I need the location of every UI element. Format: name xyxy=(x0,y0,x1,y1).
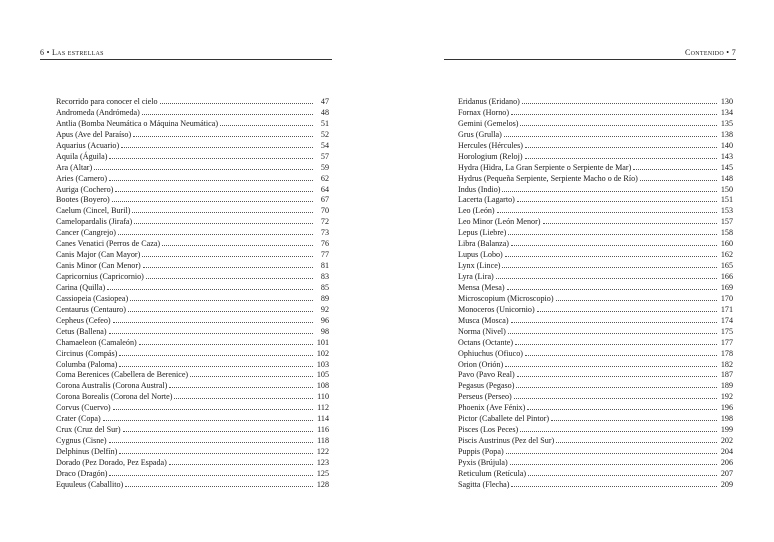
toc-entry-page: 64 xyxy=(320,184,329,194)
toc-entry-title: Chamaeleon (Camaleón) xyxy=(56,337,137,347)
toc-entry xyxy=(458,446,733,457)
dot-leader xyxy=(508,326,717,334)
toc-entry xyxy=(458,205,733,216)
toc-entry xyxy=(458,238,733,249)
toc-entry-page: 138 xyxy=(720,129,733,139)
toc-entry xyxy=(458,326,733,337)
toc-entry-page: 177 xyxy=(720,337,733,347)
toc-entry xyxy=(458,151,733,162)
toc-entry xyxy=(458,391,733,402)
toc-entry xyxy=(56,326,329,337)
toc-entry-title: Antlia (Bomba Neumática o Máquina Neumática) xyxy=(56,118,219,128)
dot-leader xyxy=(517,369,717,377)
toc-entry xyxy=(56,457,329,468)
toc-entry-page: 67 xyxy=(320,195,329,205)
toc-entry xyxy=(458,468,733,479)
toc-entry-page: 165 xyxy=(720,261,733,271)
dot-leader xyxy=(527,402,717,410)
dot-leader xyxy=(515,337,717,345)
toc-entry-page: 114 xyxy=(317,414,329,424)
toc-entry-page: 130 xyxy=(720,97,733,106)
toc-entry-page: 199 xyxy=(720,425,733,435)
toc-entry-title: Apus (Ave del Paraíso) xyxy=(56,129,132,139)
toc-entry-title: Lynx (Lince) xyxy=(458,261,501,271)
toc-entry-page: 160 xyxy=(720,239,733,249)
toc-entry-page: 96 xyxy=(320,315,329,325)
toc-entry xyxy=(458,129,733,140)
toc-entry-title: Columba (Paloma) xyxy=(56,359,118,369)
toc-entry-title: Lepus (Liebre) xyxy=(458,228,507,238)
dot-leader xyxy=(109,173,313,181)
dot-leader xyxy=(508,227,717,235)
dot-leader xyxy=(133,129,313,137)
toc-entry-title: Aquarius (Acuario) xyxy=(56,140,120,150)
toc-entry-title: Ara (Altar) xyxy=(56,162,93,172)
dot-leader xyxy=(507,282,717,290)
toc-entry xyxy=(56,227,329,238)
toc-entry-page: 178 xyxy=(720,348,733,358)
toc-entry-page: 143 xyxy=(720,151,733,161)
toc-entry xyxy=(56,140,329,151)
toc-entry-title: Coma Berenices (Cabellera de Berenice) xyxy=(56,370,189,380)
toc-entry-title: Crux (Cruz del Sur) xyxy=(56,425,121,435)
toc-entry-title: Caelum (Cincel, Buril) xyxy=(56,206,131,216)
left-page xyxy=(40,0,332,542)
toc-entry-title: Cepheus (Cefeo) xyxy=(56,315,111,325)
toc-entry-page: 189 xyxy=(720,381,733,391)
toc-entry-title: Perseus (Perseo) xyxy=(458,392,512,402)
toc-entry-page: 157 xyxy=(720,217,733,227)
toc-entry-page: 198 xyxy=(720,414,733,424)
dot-leader xyxy=(633,162,717,170)
dot-leader xyxy=(115,184,313,192)
toc-entry-page: 105 xyxy=(316,370,329,380)
toc-list-right xyxy=(458,96,733,490)
toc-entry-title: Eridanus (Eridano) xyxy=(458,97,520,106)
toc-entry xyxy=(56,238,329,249)
toc-entry-page: 125 xyxy=(316,468,329,478)
toc-entry-page: 83 xyxy=(320,272,329,281)
toc-entry-title: Canes Venatici (Perros de Caza) xyxy=(56,239,161,249)
toc-entry-page: 170 xyxy=(720,293,733,303)
toc-entry-page: 182 xyxy=(720,359,733,369)
toc-entry-title: Fornax (Horno) xyxy=(458,107,510,117)
toc-entry xyxy=(56,184,329,195)
toc-entry xyxy=(458,424,733,435)
dot-leader xyxy=(506,446,717,454)
dot-leader xyxy=(128,304,313,312)
dot-leader xyxy=(113,402,313,410)
dot-leader xyxy=(123,424,313,432)
toc-entry xyxy=(56,424,329,435)
toc-entry-title: Draco (Dragón) xyxy=(56,468,108,478)
toc-entry-title: Phoenix (Ave Fénix) xyxy=(458,403,526,413)
toc-entry xyxy=(56,391,329,402)
toc-entry-title: Corona Borealis (Corona del Norte) xyxy=(56,392,173,402)
dot-leader xyxy=(109,435,313,443)
toc-entry xyxy=(458,227,733,238)
dot-leader xyxy=(109,326,313,334)
dot-leader xyxy=(516,380,717,388)
dot-leader xyxy=(537,304,717,312)
toc-entry-page: 77 xyxy=(320,250,329,260)
toc-entry xyxy=(458,260,733,271)
toc-entry-title: Monoceros (Unicornio) xyxy=(458,304,535,314)
right-page xyxy=(444,0,736,542)
dot-leader xyxy=(220,118,313,126)
dot-leader xyxy=(139,337,313,345)
toc-entry xyxy=(458,315,733,326)
dot-leader xyxy=(525,348,717,356)
toc-entry-page: 204 xyxy=(720,447,733,456)
toc-entry-title: Leo Minor (León Menor) xyxy=(458,217,541,227)
toc-entry-page: 76 xyxy=(320,239,329,249)
toc-entry xyxy=(458,173,733,184)
toc-entry xyxy=(458,413,733,424)
toc-entry xyxy=(458,337,733,348)
dot-leader xyxy=(504,129,717,137)
running-head-right: Contenido • 7 xyxy=(684,48,736,57)
toc-entry xyxy=(56,402,329,413)
toc-entry-page: 171 xyxy=(720,304,733,314)
toc-entry-page: 92 xyxy=(320,304,329,314)
toc-entry-title: Crater (Copa) xyxy=(56,414,101,424)
dot-leader xyxy=(142,107,313,115)
toc-entry-title: Corona Australis (Corona Austral) xyxy=(56,381,168,391)
toc-entry xyxy=(56,359,329,370)
dot-leader xyxy=(514,391,717,399)
toc-entry-page: 158 xyxy=(720,228,733,238)
dot-leader xyxy=(160,96,313,104)
toc-entry-title: Pyxis (Brújula) xyxy=(458,457,508,467)
toc-entry xyxy=(458,194,733,205)
toc-entry-title: Musca (Mosca) xyxy=(458,315,509,325)
dot-leader xyxy=(118,227,313,235)
toc-entry-title: Cetus (Ballena) xyxy=(56,326,107,336)
dot-leader xyxy=(496,271,717,279)
toc-entry xyxy=(56,205,329,216)
toc-entry-title: Orion (Orión) xyxy=(458,359,504,369)
toc-entry-page: 116 xyxy=(317,425,329,435)
dot-leader xyxy=(190,369,313,377)
toc-entry xyxy=(56,337,329,348)
toc-entry xyxy=(56,413,329,424)
toc-entry-title: Canis Minor (Can Menor) xyxy=(56,261,141,271)
dot-leader xyxy=(109,151,313,159)
toc-entry-title: Cancer (Cangrejo) xyxy=(56,228,116,238)
dot-leader xyxy=(520,118,717,126)
dot-leader xyxy=(505,359,717,367)
toc-entry-title: Piscis Austrinus (Pez del Sur) xyxy=(458,436,555,446)
toc-entry xyxy=(458,140,733,151)
dot-leader xyxy=(103,413,313,421)
toc-entry-page: 72 xyxy=(320,217,329,227)
dot-leader xyxy=(125,479,313,487)
toc-list-left xyxy=(56,96,329,490)
toc-entry-title: Camelopardalis (Jirafa) xyxy=(56,217,133,227)
toc-entry xyxy=(56,107,329,118)
dot-leader xyxy=(505,249,717,257)
toc-entry-page: 162 xyxy=(720,250,733,260)
dot-leader xyxy=(511,107,717,115)
toc-entry-title: Lacerta (Lagarto) xyxy=(458,195,515,205)
toc-entry-page: 122 xyxy=(316,447,329,456)
toc-entry-page: 174 xyxy=(720,315,733,325)
toc-entry-page: 73 xyxy=(320,228,329,238)
dot-leader xyxy=(510,457,717,465)
dot-leader xyxy=(119,446,313,454)
toc-entry xyxy=(56,129,329,140)
dot-leader xyxy=(502,260,717,268)
toc-entry-page: 52 xyxy=(320,129,329,139)
toc-entry-title: Circinus (Compás) xyxy=(56,348,118,358)
toc-entry-title: Libra (Balanza) xyxy=(458,239,510,249)
toc-entry-title: Recorrido para conocer el cielo xyxy=(56,97,158,106)
toc-entry-page: 81 xyxy=(320,261,329,271)
toc-entry-page: 150 xyxy=(720,184,733,194)
toc-entry-title: Pegasus (Pegaso) xyxy=(458,381,515,391)
toc-entry xyxy=(56,194,329,205)
toc-entry xyxy=(458,369,733,380)
toc-entry-page: 112 xyxy=(317,403,329,413)
toc-entry xyxy=(56,304,329,315)
toc-entry xyxy=(458,216,733,227)
toc-entry xyxy=(56,348,329,359)
toc-entry xyxy=(458,282,733,293)
toc-entry-page: 151 xyxy=(720,195,733,205)
toc-entry-page: 101 xyxy=(316,337,329,347)
toc-entry xyxy=(56,369,329,380)
dot-leader xyxy=(511,238,717,246)
toc-entry-title: Microscopium (Microscopio) xyxy=(458,293,554,303)
toc-entry xyxy=(458,479,733,490)
toc-entry-page: 148 xyxy=(720,173,733,183)
dot-leader xyxy=(94,162,313,170)
toc-entry-title: Andromeda (Andrómeda) xyxy=(56,107,140,117)
toc-entry-page: 128 xyxy=(316,479,329,489)
header-rule-left xyxy=(40,59,332,60)
toc-entry-title: Equuleus (Caballito) xyxy=(56,479,124,489)
toc-entry-title: Hydra (Hidra, La Gran Serpiente o Serpiente de Mar) xyxy=(458,162,632,172)
dot-leader xyxy=(119,359,313,367)
toc-entry-page: 70 xyxy=(320,206,329,216)
toc-entry-page: 207 xyxy=(720,468,733,478)
toc-entry-title: Auriga (Cochero) xyxy=(56,184,114,194)
dot-leader xyxy=(517,194,717,202)
toc-entry-title: Pictor (Caballete del Pintor) xyxy=(458,414,550,424)
toc-entry-title: Grus (Grulla) xyxy=(458,129,502,139)
dot-leader xyxy=(121,140,313,148)
toc-entry-page: 108 xyxy=(316,381,329,391)
toc-entry-page: 89 xyxy=(320,293,329,303)
toc-entry xyxy=(56,435,329,446)
toc-entry xyxy=(56,151,329,162)
toc-entry-title: Capricornius (Capricornio) xyxy=(56,272,144,281)
toc-entry-title: Leo (León) xyxy=(458,206,495,216)
toc-entry-page: 187 xyxy=(720,370,733,380)
toc-entry xyxy=(56,96,329,107)
toc-entry-title: Hercules (Hércules) xyxy=(458,140,523,150)
dot-leader xyxy=(556,293,717,301)
dot-leader xyxy=(511,315,717,323)
toc-entry-page: 57 xyxy=(320,151,329,161)
toc-entry-title: Corvus (Cuervo) xyxy=(56,403,111,413)
toc-entry-title: Centaurus (Centauro) xyxy=(56,304,126,314)
toc-entry-page: 103 xyxy=(316,359,329,369)
toc-entry-page: 98 xyxy=(320,326,329,336)
dot-leader xyxy=(113,315,313,323)
dot-leader xyxy=(119,348,313,356)
dot-leader xyxy=(543,216,718,224)
toc-entry xyxy=(458,457,733,468)
toc-entry-title: Canis Major (Can Mayor) xyxy=(56,250,141,260)
dot-leader xyxy=(525,151,717,159)
toc-entry-page: 85 xyxy=(320,282,329,292)
dot-leader xyxy=(169,380,313,388)
dot-leader xyxy=(502,184,717,192)
dot-leader xyxy=(551,413,717,421)
toc-entry-title: Bootes (Boyero) xyxy=(56,195,110,205)
toc-entry xyxy=(56,315,329,326)
toc-entry xyxy=(56,479,329,490)
toc-entry-page: 192 xyxy=(720,392,733,402)
dot-leader xyxy=(146,271,313,279)
dot-leader xyxy=(497,205,717,213)
dot-leader xyxy=(109,468,313,476)
toc-entry xyxy=(56,446,329,457)
toc-entry xyxy=(56,173,329,184)
dot-leader xyxy=(142,249,313,257)
toc-entry-page: 118 xyxy=(317,436,329,446)
toc-entry xyxy=(458,304,733,315)
header-rule-right xyxy=(444,59,736,60)
toc-entry xyxy=(56,118,329,129)
toc-entry-page: 206 xyxy=(720,457,733,467)
toc-entry xyxy=(458,293,733,304)
dot-leader xyxy=(112,194,313,202)
toc-entry-title: Puppis (Popa) xyxy=(458,447,504,456)
toc-entry-page: 47 xyxy=(320,97,329,106)
toc-entry-title: Mensa (Mesa) xyxy=(458,282,505,292)
toc-entry-page: 102 xyxy=(316,348,329,358)
toc-entry-page: 153 xyxy=(720,206,733,216)
toc-entry-title: Cygnus (Cisne) xyxy=(56,436,107,446)
toc-entry xyxy=(56,380,329,391)
toc-entry-page: 166 xyxy=(720,272,733,281)
toc-entry-page: 196 xyxy=(720,403,733,413)
toc-entry xyxy=(458,162,733,173)
toc-entry-title: Lyra (Lira) xyxy=(458,272,494,281)
toc-entry-title: Lupus (Lobo) xyxy=(458,250,503,260)
dot-leader xyxy=(520,424,717,432)
toc-entry-title: Dorado (Pez Dorado, Pez Espada) xyxy=(56,457,167,467)
toc-entry xyxy=(458,380,733,391)
dot-leader xyxy=(522,96,717,104)
toc-entry-page: 175 xyxy=(720,326,733,336)
dot-leader xyxy=(169,457,313,465)
toc-entry-page: 123 xyxy=(316,457,329,467)
toc-entry-title: Reticulum (Retícula) xyxy=(458,468,527,478)
toc-entry-title: Cassiopeia (Casiopea) xyxy=(56,293,129,303)
toc-entry xyxy=(458,96,733,107)
toc-entry-page: 135 xyxy=(720,118,733,128)
toc-entry-page: 209 xyxy=(720,479,733,489)
running-head-left: 6 • Las estrellas xyxy=(40,48,104,57)
toc-entry xyxy=(458,402,733,413)
dot-leader xyxy=(640,173,717,181)
toc-entry-page: 202 xyxy=(720,436,733,446)
toc-entry xyxy=(458,118,733,129)
dot-leader xyxy=(132,205,313,213)
toc-entry-page: 54 xyxy=(320,140,329,150)
dot-leader xyxy=(162,238,313,246)
toc-entry-page: 48 xyxy=(320,107,329,117)
toc-entry-page: 134 xyxy=(720,107,733,117)
toc-entry xyxy=(458,249,733,260)
toc-entry xyxy=(458,271,733,282)
toc-entry-page: 145 xyxy=(720,162,733,172)
toc-entry-title: Delphinus (Delfín) xyxy=(56,447,118,456)
dot-leader xyxy=(130,293,313,301)
toc-entry-page: 51 xyxy=(320,118,329,128)
toc-entry xyxy=(56,271,329,282)
dot-leader xyxy=(174,391,313,399)
toc-entry-title: Sagitta (Flecha) xyxy=(458,479,510,489)
toc-entry-title: Aquila (Águila) xyxy=(56,151,108,161)
toc-entry xyxy=(56,162,329,173)
toc-entry xyxy=(458,359,733,370)
toc-entry-title: Ophiuchus (Ofiuco) xyxy=(458,348,523,358)
toc-entry-page: 110 xyxy=(317,392,329,402)
toc-entry xyxy=(458,435,733,446)
toc-entry xyxy=(56,468,329,479)
toc-entry-title: Horologium (Reloj) xyxy=(458,151,523,161)
toc-entry xyxy=(56,249,329,260)
toc-entry-title: Gemini (Gemelos) xyxy=(458,118,519,128)
toc-entry-title: Pavo (Pavo Real) xyxy=(458,370,515,380)
dot-leader xyxy=(528,468,717,476)
toc-entry-page: 169 xyxy=(720,282,733,292)
toc-entry xyxy=(458,184,733,195)
toc-entry-title: Carina (Quilla) xyxy=(56,282,106,292)
toc-entry-title: Aries (Carnero) xyxy=(56,173,108,183)
toc-entry-title: Hydrus (Pequeña Serpiente, Serpiente Macho o de Río) xyxy=(458,173,638,183)
dot-leader xyxy=(511,479,717,487)
toc-entry-title: Pisces (Los Peces) xyxy=(458,425,519,435)
toc-entry xyxy=(458,107,733,118)
toc-entry xyxy=(56,293,329,304)
dot-leader xyxy=(525,140,717,148)
toc-entry xyxy=(56,216,329,227)
toc-entry xyxy=(458,348,733,359)
toc-entry-page: 59 xyxy=(320,162,329,172)
dot-leader xyxy=(107,282,313,290)
dot-leader xyxy=(134,216,313,224)
toc-entry-page: 140 xyxy=(720,140,733,150)
toc-entry-page: 62 xyxy=(320,173,329,183)
dot-leader xyxy=(556,435,717,443)
toc-entry xyxy=(56,282,329,293)
toc-entry-title: Norma (Nivel) xyxy=(458,326,506,336)
toc-entry-title: Indus (Indio) xyxy=(458,184,501,194)
dot-leader xyxy=(143,260,313,268)
toc-entry-title: Octans (Octante) xyxy=(458,337,514,347)
toc-entry xyxy=(56,260,329,271)
